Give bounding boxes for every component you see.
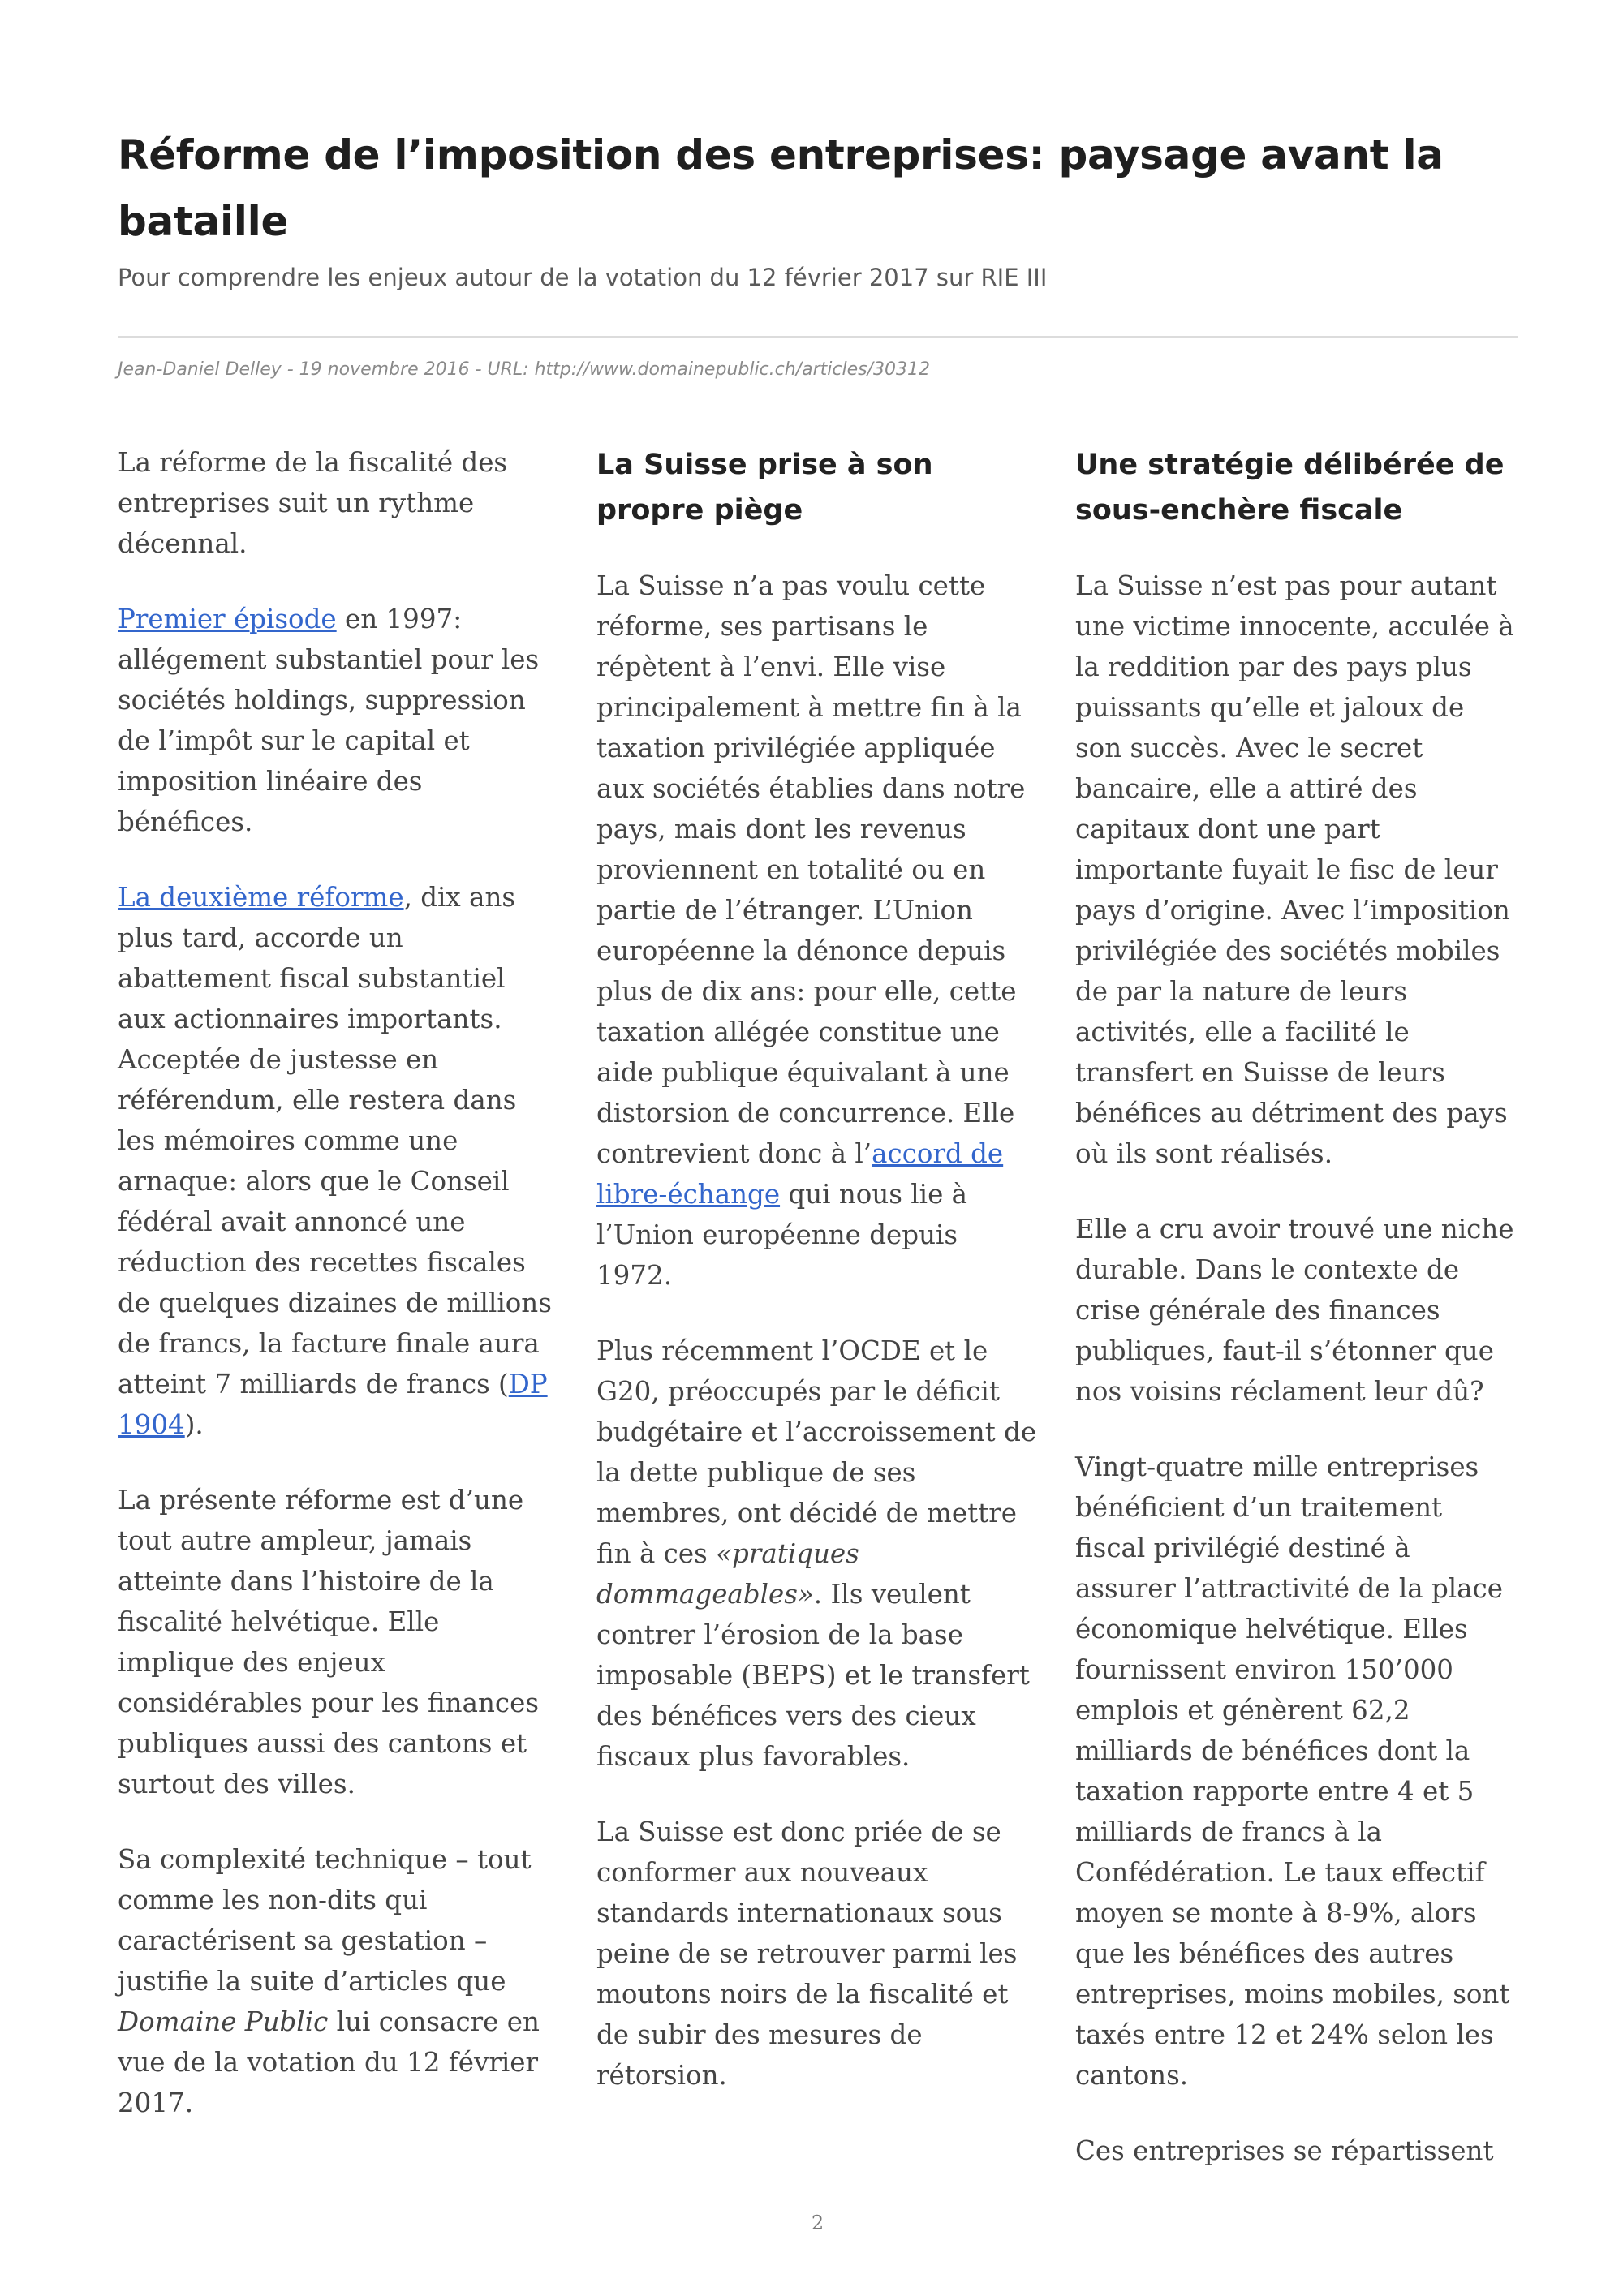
paragraph bbox=[118, 877, 560, 1445]
paragraph: La réforme de la fiscalité des entreprises suit un rythme décennal. bbox=[118, 447, 508, 559]
column-3 bbox=[1075, 442, 1518, 2206]
link-accord-libre-echange[interactable]: accord de libre-échange bbox=[596, 1138, 1004, 1210]
paragraph-text: qui nous lie à l’Union européenne depuis 1972. bbox=[596, 1179, 968, 1291]
paragraph-text: en 1997: allégement substantiel pour les sociétés holdings, suppression de l’impôt sur le capital et imposition linéaire des bénéfices. bbox=[118, 604, 540, 837]
paragraph bbox=[118, 599, 560, 842]
link-dp-1904[interactable]: DP 1904 bbox=[118, 1369, 548, 1440]
paragraph-text: Sa complexité technique – tout comme les non-dits qui caractérisent sa gestation – justifie la suite d’articles que bbox=[118, 1844, 532, 1997]
paragraph: La Suisse est donc priée de se conformer aux nouveaux standards internationaux sous peine de se retrouver parmi les moutons noirs de la fiscalité et de subir des mesures de rétorsion. bbox=[596, 1817, 1018, 2091]
paragraph: La présente réforme est d’une tout autre ampleur, jamais atteinte dans l’histoire de la fiscalité helvétique. Elle implique des enjeux considérables pour les finances publiques aussi des cantons et surtout des villes. bbox=[118, 1485, 540, 1799]
section-heading: Une stratégie délibérée de sous-enchère fiscale bbox=[1075, 449, 1505, 527]
header-divider bbox=[118, 336, 1518, 338]
paragraph-text: Plus récemment l’OCDE et le G20, préoccupés par le déficit budgétaire et l’accroissement de la dette publique de ses membres, ont décidé de mettre fin à ces bbox=[596, 1335, 1037, 1569]
paragraph-text: , dix ans plus tard, accorde un abattement fiscal substantiel aux actionnaires importants. Acceptée de justesse en référendum, elle restera dans les mémoires comme une arnaque: alors que le Conseil fédéral avait annoncé une réduction des recettes fiscales de quelques dizaines de millions de francs, la facture finale aura atteint 7 milliards de francs ( bbox=[118, 882, 552, 1400]
paragraph: Ces entreprises se répartissent bbox=[1075, 2135, 1494, 2166]
column-2 bbox=[596, 442, 1039, 2130]
paragraph bbox=[596, 1331, 1039, 1777]
paragraph-text: . Ils veulent contrer l’érosion de la base imposable (BEPS) et le transfert des bénéfices vers des cieux fiscaux plus favorables. bbox=[596, 1579, 1030, 1772]
section-heading: La Suisse prise à son propre piège bbox=[596, 449, 933, 527]
paragraph bbox=[596, 565, 1039, 1296]
article-subtitle: Pour comprendre les enjeux autour de la votation du 12 février 2017 sur RIE III bbox=[118, 264, 1048, 291]
publication-name: Domaine Public bbox=[118, 2006, 329, 2037]
link-deuxieme-reforme[interactable]: La deuxième réforme bbox=[118, 882, 404, 913]
paragraph-text: lui consacre en vue de la votation du 12 février 2017. bbox=[118, 2006, 540, 2118]
page-number: 2 bbox=[811, 2212, 824, 2234]
paragraph bbox=[118, 1839, 560, 2123]
column-1 bbox=[118, 442, 560, 2158]
article-title: Réforme de l’imposition des entreprises: paysage avant la bataille bbox=[118, 131, 1444, 245]
paragraph: Elle a cru avoir trouvé une niche durable. Dans le contexte de crise générale des finances publiques, faut-il s’étonner que nos voisins réclament leur dû? bbox=[1075, 1214, 1514, 1407]
article-meta: Jean-Daniel Delley - 19 novembre 2016 - URL: http://www.domainepublic.ch/articles/30312 bbox=[118, 359, 930, 380]
paragraph: La Suisse n’est pas pour autant une victime innocente, acculée à la reddition par des pays plus puissants qu’elle et jaloux de son succès. Avec le secret bancaire, elle a attiré des capitaux dont une part importante fuyait le fisc de leur pays d’origine. Avec l’imposition privilégiée des sociétés mobiles de par la nature de leurs activités, elle a facilité le transfert en Suisse de leurs bénéfices au détriment des pays où ils sont réalisés. bbox=[1075, 570, 1514, 1169]
document-page bbox=[118, 0, 1518, 2296]
paragraph-text: La Suisse n’a pas voulu cette réforme, ses partisans le répètent à l’envi. Elle vise principalement à mettre fin à la taxation privilégiée appliquée aux sociétés établies dans notre pays, mais dont les revenus proviennent en totalité ou en partie de l’étranger. L’Union européenne la dénonce depuis plus de dix ans: pour elle, cette taxation allégée constitue une aide publique équivalant à une distorsion de concurrence. Elle contrevient donc à l’ bbox=[596, 570, 1026, 1169]
paragraph: Vingt-quatre mille entreprises bénéficient d’un traitement fiscal privilégié destiné à assurer l’attractivité de la place économique helvétique. Elles fournissent environ 150’000 emplois et génèrent 62,2 milliards de bénéfices dont la taxation rapporte entre 4 et 5 milliards de francs à la Confédération. Le taux effectif moyen se monte à 8-9%, alors que les bénéfices des autres entreprises, moins mobiles, sont taxés entre 12 et 24% selon les cantons. bbox=[1075, 1451, 1510, 2091]
link-premier-episode[interactable]: Premier épisode bbox=[118, 604, 337, 634]
quoted-term: «pratiques dommageables» bbox=[596, 1538, 859, 1610]
paragraph-text: ). bbox=[184, 1409, 204, 1440]
